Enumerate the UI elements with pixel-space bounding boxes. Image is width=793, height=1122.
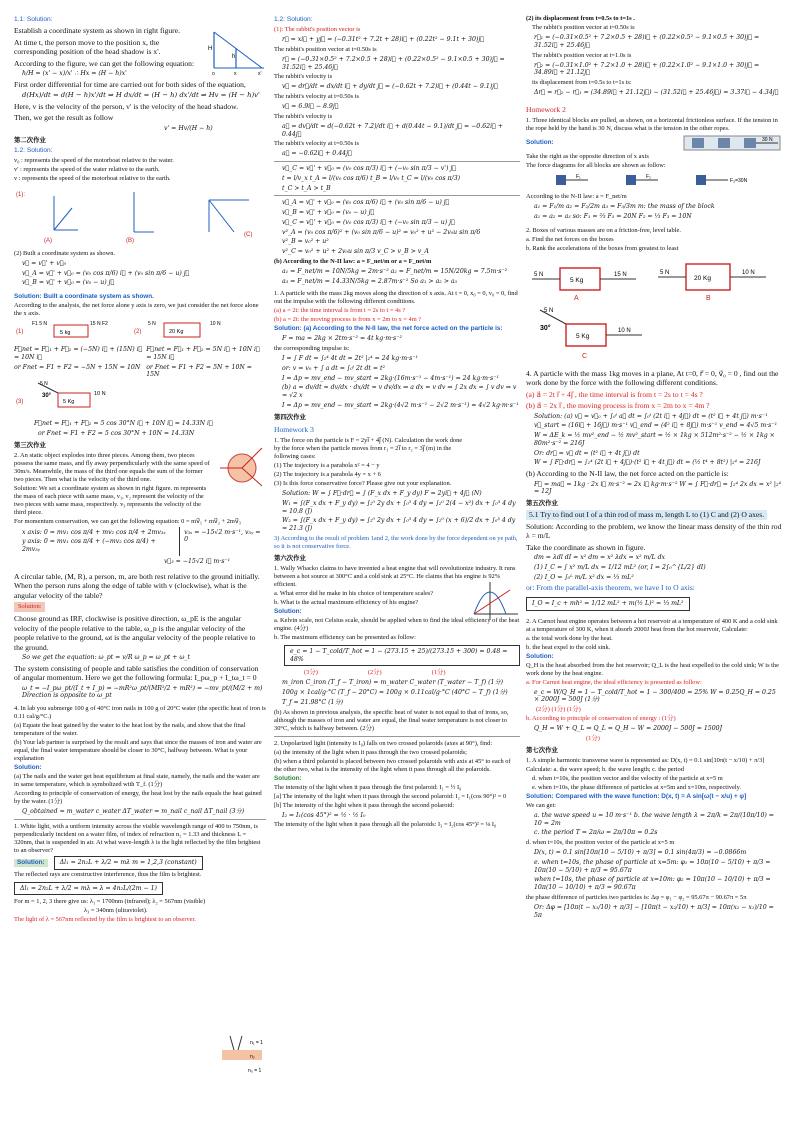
paragraph: Solution: (a) According to the N-II law, the net force acted on the particle is: xyxy=(274,325,503,333)
paragraph: (1) The trajectory is a parabola x² = 4 − y xyxy=(274,462,380,470)
paragraph: a. the total work done by the heat. xyxy=(526,634,613,642)
svg-text:n₃ = 1: n₃ = 1 xyxy=(248,1068,262,1074)
section-title: 第七次作业 xyxy=(526,746,558,754)
paragraph: v' : represents the speed of the water relative to the earth. xyxy=(14,165,160,173)
paragraph: The rabbit's velocity is xyxy=(274,112,333,120)
score-row: (3分) (2分) (1分) xyxy=(304,669,446,677)
equation: r⃗ = (−0.31×0.5² + 7.2×0.5 + 28)i⃗ + (0.22×0.5² − 9.1×0.5 + 30)j⃗ = 31.52i⃗ + 25.46j⃗ xyxy=(282,55,505,71)
equation: ω_t = −I_pω_pt/(I_t + I_p) = −mR²ω_pt/(MR²/2 + mR²) = −mv_pt/(M/2 + m) Direction is opposite to ω_pt xyxy=(22,684,263,700)
equation: e. when t=10s, the phase of particle at x=5m: φ₁ = 10π(10 − 5/10) + π/3 = 10π(10 − 5/10) + π/3 = 95.67π xyxy=(534,858,771,874)
section-title: 第二次作业 xyxy=(14,136,46,144)
svg-text:F1 5 N: F1 5 N xyxy=(32,321,48,328)
equation: So we get the equation: ω_pt = v/R ω_p = ω_pt + ω_t xyxy=(22,653,191,661)
paragraph: a. Kelvin scale, not Celsius scale, should be applied when to find the ideal efficiency of the heat engine. (4分) xyxy=(274,616,520,632)
svg-text:20 Kg: 20 Kg xyxy=(694,274,711,282)
svg-text:15 N: 15 N xyxy=(614,271,627,278)
paragraph: (2) Built a coordinate system as shown. xyxy=(14,249,115,257)
section-title: 第五次作业 xyxy=(526,500,558,508)
paragraph: b. The maximum efficiency can be presented as follow: xyxy=(274,633,416,641)
svg-text:x: x xyxy=(234,71,237,77)
paragraph: v₀ : represents the speed of the motorboat relative to the water. xyxy=(14,156,174,164)
paragraph: The system consisting of people and table satisfies the condition of conservation of angular momentum. Here we get the following formula: I_pω_p + I_tω_t = 0 xyxy=(14,663,259,683)
figure-label-a: (A) xyxy=(44,237,52,244)
equation-box: Δl₁ = 2n₂L + λ/2 = mλ ⇒ λ = 4n₂L/(2m − 1) xyxy=(14,882,163,896)
solution-label: Solution: xyxy=(14,764,42,772)
equation: c. the period T = 2π/ω = 2π/10π = 0.2s xyxy=(534,829,658,837)
parabola-figure xyxy=(470,580,520,622)
equation: v²_A = (v₀ cos π/6)² + (v₀ sin π/6 − u)² = v₀² + u² − 2v₀u sin π/6 xyxy=(282,228,481,236)
score-row: (2分) (1分) (1分) xyxy=(536,706,581,714)
paragraph: λ₃ = 340nm (ultraviolet). xyxy=(84,907,148,915)
paragraph: a. For Carnot heat engine, the ideal efficiency is presented as follow: xyxy=(526,678,702,686)
equation: W₂ = ∫(F_x dx + F_y dy) = ∫₂⁰ 2y dx + ∫₀³ 4 dy = ∫₂⁰ (x + 6)/2 dx + ∫₀³ 4 dy = 21.3 (J) xyxy=(282,517,516,533)
paragraph: Solution: Built a coordinate system as shown. xyxy=(14,293,154,301)
equation: v⃗_start = (16i⃗ + 16j⃗) m·s⁻¹ v⃗_end = (4² i⃗ + 8j⃗) m·s⁻¹ v_end = 4√5 m·s⁻¹ xyxy=(534,422,778,430)
equation: v⃗_C = v⃗' + v⃗₀ = (v₀ cos π/3) i⃗ + (−v₀ sin π/3 − v') j⃗ xyxy=(282,165,457,173)
paragraph: 1. The force on the particle is F = 2yi⃗ + 4j⃗ (N). Calculation the work done by the force when the particle moves from r₁ = 2i⃗ to r₂ = 3j⃗ (m) in the following cases: xyxy=(274,437,463,461)
paragraph: 2. An static object explodes into three pieces. Among them, two pieces possess the same mass, and fly away perpendicularly with the same speed of 30m/s. Meanwhile, the mass of the third one equals the sum of the former two pieces. Then what is the velocity of the third one. xyxy=(14,451,210,483)
text-block xyxy=(14,26,202,68)
homework-heading: Homework 3 xyxy=(274,424,314,434)
svg-text:n₁ = 1: n₁ = 1 xyxy=(250,1040,263,1046)
equation: a₁ = F₁/m a₂ = F₂/2m a₃ = F₃/3m m: the mass of the block xyxy=(534,203,715,211)
paragraph: (2) The trajectory is a parabola 4y = x + 6 xyxy=(274,471,381,479)
explosion-figure xyxy=(218,444,264,488)
equation: v⃗ = 6.9i⃗ − 8.9j⃗ xyxy=(282,103,339,111)
svg-text:10 N: 10 N xyxy=(742,269,755,276)
svg-text:5 Kg: 5 Kg xyxy=(570,276,584,284)
paragraph: the corresponding impulse is: xyxy=(274,345,350,353)
equation: or Fnet = F1 + F2 = 5 cos 30°N + 10N = 14.33N xyxy=(38,429,195,437)
section-title: 第三次作业 xyxy=(14,441,46,449)
paragraph: Solution: We set a coordinate system as shown in right figure. m represents the mass of each piece with same mass, v₁, v₂ represent the velocity of the two pieces with same mass, respectively. v₃ represents the velocity of the third piece. xyxy=(14,484,207,516)
paragraph: (b) a = 2t: the moving process is from x = 2m to x = 4m ? xyxy=(274,316,422,324)
boat-velocity-diagrams xyxy=(14,186,264,244)
paragraph: Then, we get the result as follow xyxy=(14,113,114,123)
figure-label-c: (C) xyxy=(244,231,253,238)
svg-text:A: A xyxy=(574,294,579,302)
equation: r⃗₂ = (−0.31×1.0² + 7.2×1.0 + 28)i⃗ + (0.22×1.0² − 9.1×1.0 + 30)j⃗ = 34.89i⃗ + 21.12j⃗ xyxy=(534,61,760,77)
solution-row: Solution: 30 N xyxy=(526,134,782,152)
paragraph: The rabbit's velocity at t=0.50s is xyxy=(274,140,359,148)
paragraph: First order differential for time are carried out for both sides of the equation, xyxy=(14,79,246,89)
equation: Solution: (a) v⃗ = v⃗₀ + ∫₀ᵗ a⃗ dt = ∫₀ᵗ (2t i⃗ + 4j⃗) dt = (t² i⃗ + 4t j⃗) m·s⁻¹ xyxy=(534,412,768,420)
equation: T_f ≈ 21.98°C (1分) xyxy=(282,698,344,706)
paragraph: Here, v is the velocity of the person, v' is the velocity of the head shadow. xyxy=(14,101,238,111)
paragraph: (a) the intensity of the light when it pass through the two crossed polaroids; xyxy=(274,748,467,756)
equation: a₁ = a₂ = a₃ so: F₁ = ⅔ F₃ = 20N F₂ = ⅓ F₃ = 10N xyxy=(534,212,692,220)
paragraph: The intensity of the light when it pass through the first polaroid: I₁ = ½ I₀ xyxy=(274,783,462,791)
equation: when t=10s, the phase of particle at x=10m: φ₂ = 10π(10 − 10/10) + π/3 = 10π(10 − 10/10) + π/3 = 90.67π xyxy=(534,876,771,892)
equation: Q_obtained = m_water c_water ΔT_water = m_nail c_nail ΔT_nail (3分) xyxy=(22,808,245,816)
svg-text:30°: 30° xyxy=(540,324,551,332)
equation: d(Hx)/dt = d(H − h)x'/dt ⇒ H dx/dt = (H − h) dx'/dt ⇒ Hv = (H − h)v' xyxy=(22,91,260,100)
svg-text:B: B xyxy=(706,294,711,302)
equation: Q_H = W + Q_L ⇒ Q_L = Q_H − W = 2000J − 500J = 1500J xyxy=(534,725,723,733)
solution-banner: Solution: xyxy=(14,602,45,612)
equation: v²_B = v₀² + u² xyxy=(282,238,329,246)
svg-text:(3): (3) xyxy=(16,399,24,406)
svg-text:F₂: F₂ xyxy=(646,174,651,181)
paragraph: a. Find the net forces on the boxes xyxy=(526,235,614,243)
section-title: 第四次作业 xyxy=(274,413,306,421)
equation: D(x, t) = 0.1 sin[10π(10 − 5/10) + π/3] = 0.1 sin(4π/3) = −0.0866m xyxy=(534,849,747,857)
paragraph: (b) when a third polaroid is placed between two crossed polaroids with axis at 45° to each of the other two, what is the intensity of the light when it pass through all the polaroids. xyxy=(274,757,511,773)
score-row: (1分) xyxy=(586,734,600,742)
paragraph: b. Rank the accelerations of the boxes from greatest to least xyxy=(526,244,679,252)
equation: h/H = (x' − x)/x' ∴ Hx = (H − h)x' xyxy=(22,70,127,78)
paragraph: The force diagrams for all blocks are shown as follow: xyxy=(526,162,666,170)
equation: I = ∫ F dt = ∫₂⁴ 4t dt = 2t² |₂⁴ = 24 kg·m·s⁻¹ xyxy=(282,355,418,363)
svg-text:10 N: 10 N xyxy=(618,327,631,334)
paragraph: A circular table, (M, R), a person, m, are both rest relative to the ground initially. When the person runs along the edge of table with v (clockwise), what is the angular velocity of the table? xyxy=(14,571,260,600)
svg-text:F₃=30N: F₃=30N xyxy=(730,178,748,185)
paragraph: The rabbit's position vector at t=0.50s is xyxy=(274,45,377,53)
svg-text:o: o xyxy=(212,71,215,77)
svg-text:(1):: (1): xyxy=(16,191,25,198)
paragraph: (b) According to the N-II law, the net force acted on the particle is: xyxy=(526,469,729,479)
paragraph: b. What is the actual maximum efficiency of his engine? xyxy=(274,598,419,606)
equation-row: x axis: 0 = mv₁ cos π/4 + mv₂ cos π/4 + 2mv₃ₓ y axis: 0 = mv₁ cos π/4 + (−mv₂ cos π/4) + 2mv₃ᵧ v₃ₓ = −15√2 m·s⁻¹, v₃ᵧ = 0 xyxy=(14,527,266,556)
svg-text:h: h xyxy=(232,54,236,60)
column-left xyxy=(14,14,266,1114)
paragraph: The light of λ = 567nm reflected by the film is brightest to an observer. xyxy=(14,916,196,924)
equation: a. the wave speed u = 10 m·s⁻¹ b. the wave length λ = 2π/k = 2π/(10π/10) = 10 = 2m xyxy=(534,811,774,827)
svg-text:5 N: 5 N xyxy=(148,321,156,328)
equation: r⃗₁ = (−0.31×0.5² + 7.2×0.5 + 28)i⃗ + (0.22×0.5² − 9.1×0.5 + 30)j⃗ = 31.52i⃗ + 25.46j⃗ xyxy=(534,34,760,49)
equation: dm = λdl dI = x² dm = x² λdx = x² m/L dx xyxy=(534,554,666,562)
paragraph: 4. In lab you submerge 100 g of 40°C iron nails in 100 g of 20°C water (the specific heat of iron is 0.11 cal/g/°C.) xyxy=(14,705,266,721)
svg-text:20 Kg: 20 Kg xyxy=(169,329,184,336)
equation: I = Δp = mv_end − mv_start = 2kg·(4√2 m·s⁻¹ − 2√2 m·s⁻¹) = 4√2 kg·m·s⁻¹ xyxy=(282,401,519,409)
equation: a₁ = F_net/m = 10N/5kg = 2m·s⁻² a₂ = F_net/m = 15N/20kg = 7.5m·s⁻² xyxy=(282,267,508,275)
svg-text:(1): (1) xyxy=(16,329,24,336)
equation: v⃗_A = v⃗' + v⃗₀ = (v₀ cos π/6) i⃗ + (v₀ sin π/6 − u) j⃗ xyxy=(282,199,450,207)
solution-row: Solution: Δl₁ = 2n₂L + λ/2 = mλ m = 1,2,3 (constant) xyxy=(14,856,266,870)
paragraph: Solution: According to the problem, we know the linear mass density of the thin rod λ = m/L xyxy=(526,521,782,541)
equation-box: e_c = 1 − T_cold/T_hot = 1 − (273.15 + 25)/(273.15 + 300) = 0.48 = 48% xyxy=(284,645,520,667)
paragraph: (a) a = 2t: the time interval is from t = 2s to t = 4s ? xyxy=(274,307,406,315)
svg-text:C: C xyxy=(582,352,588,360)
svg-text:5 N: 5 N xyxy=(660,269,670,276)
equation: Solution: W = ∫ F⃗·dr⃗ = ∫ (F_x dx + F_y dy) F = 2yi⃗ + 4j⃗ (N) xyxy=(282,490,482,498)
svg-text:5 kg: 5 kg xyxy=(60,330,71,337)
equation: I = Δp = mv_end − mv_start = 2kg·(16m·s⁻¹ − 4m·s⁻¹) = 24 kg·m·s⁻¹ xyxy=(282,374,499,382)
boxes-figure xyxy=(526,254,776,364)
paragraph: 1. White light, with a uniform intensity across the visible wavelength range of 400 to 750nm, is perpendicularly incident on a water film, of index of refraction n₂ = 1.33 and thickness L = 320nm, that is suspended in air. At what wave-length λ is the light reflected by the film brightest to an observer? xyxy=(14,822,261,854)
equation: r⃗ = xi⃗ + yj⃗ = (−0.31t² + 7.2t + 28)i⃗ + (0.22t² − 9.1t + 30)j⃗ xyxy=(282,36,484,44)
force-diagrams xyxy=(526,171,776,189)
svg-text:15 N F2: 15 N F2 xyxy=(90,321,108,328)
equation: Or: dr⃗ = v⃗ dt = (t² i⃗ + 4t j⃗) dt xyxy=(534,449,640,457)
paragraph: (a) a⃗ = 2t i⃗ + 4j⃗ , the time interval is from t = 2s to t = 4s ? xyxy=(526,389,703,399)
equation-row: F⃗net = F⃗₁ + F⃗₂ = (−5N) i⃗ + (15N) i⃗ = 10N i⃗ or Fnet = F1 + F2 = −5N + 15N = 10N F⃗net = F⃗₁ + F⃗₂ = 5N i⃗ + 10N i⃗ = 15N i⃗ or Fnet = F1 + F2 = 5N + 10N = 15N xyxy=(14,346,260,379)
equation: W₁ = ∫(F_x dx + F_y dy) = ∫₂⁰ 2y dx + ∫₀³ 4 dy = ∫₂⁰ 2(4 − x²) dx + ∫₀³ 4 dy = 10.8 (J) xyxy=(282,499,516,515)
equation: a⃗ = −0.62i⃗ + 0.44j⃗ xyxy=(282,150,352,158)
paragraph: or: From the parallel-axis theorem, we have I to O axis: xyxy=(526,583,695,593)
equation: t_C > t_A > t_B xyxy=(282,184,331,192)
equation: m_iron C_iron (T_f − T_iron) = m_water C_water (T_water − T_f) (1分) xyxy=(282,679,504,687)
paragraph: The reflected rays are constructive interference, thus the film is brightest. xyxy=(14,870,202,878)
paragraph: According to principle of conservation of energy, the heat lost by the nails equals the heat gained by the water. (1分) xyxy=(14,790,262,806)
column-middle xyxy=(274,14,520,1114)
paragraph: the phase difference of particles two particles is: Δφ = φ₁ − φ₂ = 95.67π − 90.67π = 5π xyxy=(526,893,747,901)
paragraph: 1. A particle with the mass 2kg moves along the direction of x axis. At t = 0, x₀ = 0, v₀ = 0, find out the impulse with the following different conditions. xyxy=(274,290,518,306)
svg-text:5 N: 5 N xyxy=(534,271,544,278)
equation: F = ma = 2kg × 2tm·s⁻² = 4t kg·m·s⁻² xyxy=(282,335,402,343)
shadow-figure xyxy=(210,28,266,76)
equation: W = ∫ F⃗·dr⃗ = ∫₂⁴ (2t i⃗ + 4j⃗)·(t² i⃗ + 4t j⃗) dt = (½ t⁴ + 8t²) |₂⁴ = 216J xyxy=(534,459,761,467)
svg-text:F₁: F₁ xyxy=(576,174,581,181)
force-boxes-figure xyxy=(14,319,264,341)
three-blocks-figure xyxy=(682,134,782,152)
solution-label: Solution: xyxy=(274,607,302,615)
paragraph: (b) As shown in previous analysis, the specific heat of water is not equal to that of irons, so, although the masses of iron and water are equal, the final water temperature is not closer to 30°C, which is halfway between. (2分) xyxy=(274,708,509,732)
paragraph: (a) The nails and the water get heat equilibrium at final state, namely, the nails and the water are in same temperature, which is symbolized with T_f. (1分) xyxy=(14,773,260,789)
equation: (b) a = dv/dt = dv/dx · dx/dt = v dv/dx ⇒ a dx = v dv ⇒ ∫ 2x dx = ∫ v dv ⇒ v = √2 x xyxy=(282,384,517,400)
paragraph: The intensity of the light when it pass through all the polaroids: I₃ = I₂(cos 45°)² = ⅛ I₀ xyxy=(274,821,497,829)
column-right xyxy=(526,14,782,1114)
svg-text:5 Kg: 5 Kg xyxy=(576,332,590,340)
paragraph: 5.1 Try to find out I of a thin rod of mass m, length L to (1) C and (2) O axes. xyxy=(526,510,782,519)
equation: 100g × 1cal/g·°C (T_f − 20°C) = 100g × 0.11cal/g·°C (40°C − T_f) (1分) xyxy=(282,689,508,697)
paragraph: At time t, the person move to the position x, the corresponding position of the head shadow is x'. xyxy=(14,37,161,57)
equation: e_c = W/Q_H = 1 − T_cold/T_hot = 1 − 300/400 = 25% W = 0.25Q_H = 0.25 × 2000J = 500J (1分) xyxy=(534,688,776,704)
paragraph: (2) its displacement from t=0.5s to t=1s . xyxy=(526,15,635,22)
paragraph: d. when t=10s, the position vector and the velocity of the particle at x=5 m xyxy=(532,774,723,782)
paragraph: Choose ground as IRF, clockwise is positive direction, ω_pE is the angular velocity of the people relative to the table, ω_p is the angular velocity of the people relative to the ground, ωt is the angular velocity of the people relative to the ground. xyxy=(14,614,256,652)
equation: v⃗₃ = −15√2 i⃗ m·s⁻¹ xyxy=(164,557,231,565)
paragraph: a. What error did he make in his choice of temperature scales? xyxy=(274,589,434,597)
section-title: 第六次作业 xyxy=(274,554,306,562)
paragraph: Take the coordinate as shown in figure. xyxy=(526,542,646,552)
equation: F⃗net = F⃗₁ + F⃗₂ = 5 cos 30°N i⃗ + 10N i⃗ = 14.33N i⃗ xyxy=(34,420,213,428)
equation: v⃗_C = v⃗' + v⃗₀ = (v₀ cos π/3) i⃗ + (−v₀ sin π/3 − u) j⃗ xyxy=(282,218,455,226)
equation: Or: Δφ = [10π(t − x₁/10) + π/3] − [10π(t − x₂/10) + π/3] = 10π(x₂ − x₁)/10 = 5π xyxy=(534,903,774,919)
figure-label-b: (B) xyxy=(126,237,134,244)
svg-text:5 N: 5 N xyxy=(544,307,554,314)
svg-text:(2): (2) xyxy=(134,329,142,336)
paragraph: b. According to principle of conservation of energy : (1分) xyxy=(526,715,676,723)
equation: F⃗ = ma⃗ = 1kg · 2x i⃗ m·s⁻² = 2x i⃗ kg·m·s⁻² W = ∫ F⃗·dr⃗ = ∫₂⁴ 2x dx = x² |₂⁴ = 12J xyxy=(534,480,781,496)
paragraph: Solution: Compared with the wave function: D(x, t) = A sin[ω(t − x/u) + φ] xyxy=(526,792,747,800)
equation: (2) I_O = ∫₀ᴸ m/L x² dx = ⅓ mL² xyxy=(534,573,634,581)
svg-text:n₂: n₂ xyxy=(250,1054,255,1060)
paragraph: [a] The intensity of the light when it pass through the second polaroid: I₂ = I₁(cos 90°)² = 0 xyxy=(274,792,507,800)
paragraph: According to the analysis, the net force alone y axis is zero, we just consider the net force alone the x axis. xyxy=(14,302,259,318)
paragraph: (b) According to the N-II law: a = F_net/m or a = F_net/m xyxy=(274,257,432,265)
paragraph: 1. Three identical blocks are pulled, as shown, on a horizontal frictionless surface. If the tension in the rope held by the hand is 30 N, discuss what is the tension in the other ropes. xyxy=(526,117,778,133)
equation: (1) I_C = ∫ x² m/L dx = 1/12 mL² (or, I = 2∫₀^{L/2} dI) xyxy=(534,563,706,571)
svg-text:x': x' xyxy=(258,71,262,77)
svg-text:5 Kg: 5 Kg xyxy=(63,399,75,406)
solution-label: Solution: xyxy=(526,652,554,660)
paragraph: The rabbit's position vector at t=0.50s is xyxy=(532,24,635,31)
paragraph: b. the heat expel to the cold sink. xyxy=(526,643,611,651)
paragraph: (3) Is this force conservative force? Please give out your explanation. xyxy=(274,480,452,488)
paragraph: According to the N-II law: a = F_net/m xyxy=(526,193,627,201)
svg-text:5 N: 5 N xyxy=(40,381,48,388)
paragraph: Take the right as the opposite direction of x axis xyxy=(526,153,649,161)
thin-film-figure xyxy=(220,1034,264,1076)
homework-heading: Homework 2 xyxy=(526,104,566,114)
equation: v²_C = v₀² + u² + 2v₀u sin π/3 v_C > v_B > v_A xyxy=(282,248,429,256)
paragraph: The rabbit's velocity is xyxy=(274,73,333,81)
section-heading: 1.2: Solution: xyxy=(14,146,53,154)
equation-box: I_O = I_c + mh² = 1/12 mL² + m(½ L)² = ⅓ mL² xyxy=(526,597,690,611)
svg-text:10 N: 10 N xyxy=(94,391,106,398)
equation: v⃗_B = v⃗' + v⃗₀ = (v₀ − u) j⃗ xyxy=(22,279,115,287)
paragraph: For momentum conservation, we can get the following equation: 0 = mv⃗₁ + mv⃗₂ + 2mv⃗₃ xyxy=(14,517,241,525)
paragraph: According to the figure, we can get the following equation: xyxy=(14,58,195,68)
equation: v' = Hv/(H − h) xyxy=(164,124,213,132)
paragraph: 2. Unpolarized light (intensity is I₀) falls on two crossed polaroids (axes at 90°), find: xyxy=(274,739,493,747)
paragraph: Establish a coordinate system as shown in right figure. xyxy=(14,26,180,36)
paragraph: 1. Wally Whacko claims to have invented a heat engine that will revolutionize industry. It runs between a hot source at 300°C and a cold sink at 25°C. He claims that his engine is 92% efficient. xyxy=(274,564,516,588)
equation: a₃ = F_net/m = 14.33N/5kg = 2.87m·s⁻² So a₁ > a₂ > a₃ xyxy=(282,277,458,285)
paragraph: We can get: xyxy=(526,801,557,809)
svg-text:10 N: 10 N xyxy=(210,321,221,328)
paragraph: Calculate: a. the wave speed; b. the wave length; c. the period xyxy=(526,765,684,773)
paragraph: its displacement from t=0.5s to t=1s is: xyxy=(532,79,632,86)
paragraph: 2. A Carnot heat engine operates between a hot reservoir at a temperature of 400 K and a cold sink at a temperature of 300 K, when it absorb 2000J heat from the hot reservoir, Calculate: xyxy=(526,617,778,633)
paragraph: (b) Your lab partner is surprised by the result and says that since the masses of iron and water are equal, the final water temperature should be closer to 30°C, halfway between. What is your explanation xyxy=(14,739,262,763)
paragraph: (b) a⃗ = 2x i⃗ , the moving process is from x = 2m to x = 4m ? xyxy=(526,401,710,411)
equation: a⃗ = dv⃗/dt = d(−0.62t + 7.2)/dt i⃗ + d(0.44t − 9.1)/dt j⃗ = −0.62i⃗ + 0.44j⃗ xyxy=(282,122,503,138)
paragraph: For m = 1, 2, 3 there give us: λ₁ = 1700nm (infrared); λ₂ = 567nm (visible) xyxy=(14,898,206,906)
paragraph: The rabbit's velocity at t=0.50s is xyxy=(274,93,359,101)
equation: I₂ = I₁(cos 45°)² = ½ · ½ I₀ xyxy=(282,811,366,819)
paragraph: 3) According to the result of problem 1and 2, the work done by the force dependent on ye path, so it is not conservative force. xyxy=(274,534,518,550)
equation: v⃗ = dr⃗/dt = dx/dt i⃗ + dy/dt j⃗ = (−0.62t + 7.2)i⃗ + (0.44t − 9.1)j⃗ xyxy=(282,83,498,91)
equation: v⃗ = v⃗' + v⃗₀ xyxy=(22,259,67,267)
equation: v⃗_B = v⃗' + v⃗₀ = (v₀ − u) j⃗ xyxy=(282,209,375,217)
paragraph: 4. A particle with the mass 1kg moves in a plane, At t=0, r⃗ = 0, v⃗₀ = 0 , find out the work done by the force with the following different conditions. xyxy=(526,368,779,388)
paragraph: (1): The rabbit's position vector is xyxy=(274,26,361,34)
equation: W = ΔE_k = ½ mv²_end − ½ mv²_start = ½ × 1kg × 512m²·s⁻² − ½ × 1kg × 80m²·s⁻² = 216J xyxy=(534,432,775,447)
equation: v⃗_A = v⃗' + v⃗₀ = (v₀ cos π/6) i⃗ + (v₀ sin π/6 − u) j⃗ xyxy=(22,269,190,277)
paragraph: 2. Boxes of various masses are on a friction-free, level table. xyxy=(526,226,681,234)
paragraph: 1. A simple harmonic transverse wave is represented as: D(x, t) = 0.1 sin[10π(t − x/10) + π/3] xyxy=(526,756,765,764)
paragraph: The rabbit's position vector at t=1.0s is xyxy=(532,51,632,59)
equation: t = l/v_x t_A = l/(v₀ cos π/6) t_B = l/v₀ t_C = l/(v₀ cos π/3) xyxy=(282,174,461,182)
equation: or: v = v₀ + ∫ a dt = ∫₀ᵗ 2t dt = t² xyxy=(282,364,385,372)
angled-force-figure xyxy=(14,381,264,415)
section-heading: 1.1: Solution: xyxy=(14,16,53,23)
paragraph: Q_H is the heat absorbed from the hot reservoir; Q_L is the heat expelled to the cold sink; W is the work done by the heat engine. xyxy=(526,661,779,677)
paragraph: v : represents the speed of the motorboat relative to the earth. xyxy=(14,174,171,182)
svg-text:30 N: 30 N xyxy=(762,137,773,144)
paragraph: e. when t=10s, the phase difference of particles at x=5m and x=10m, respectively. xyxy=(532,783,742,791)
svg-text:30°: 30° xyxy=(42,393,52,400)
svg-text:H: H xyxy=(208,46,213,52)
paragraph: [b] The intensity of the light when it pass through the second polaroid: xyxy=(274,801,455,809)
equation: Δr⃗ = r⃗₂ − r⃗₁ = (34.89i⃗ + 21.12j⃗) − (31.52i⃗ + 25.46j⃗) = 3.37i⃗ − 4.34j⃗ xyxy=(534,89,779,96)
paragraph: d. when t=10s, the position vector of the particle at x=5 m xyxy=(526,839,675,847)
solution-label: Solution: xyxy=(274,774,302,782)
paragraph: (a) Equate the heat gained by the water to the heat lost by the nails, and show that the final temperature of the water. xyxy=(14,722,246,738)
section-heading: 1.2: Solution: xyxy=(274,16,313,23)
